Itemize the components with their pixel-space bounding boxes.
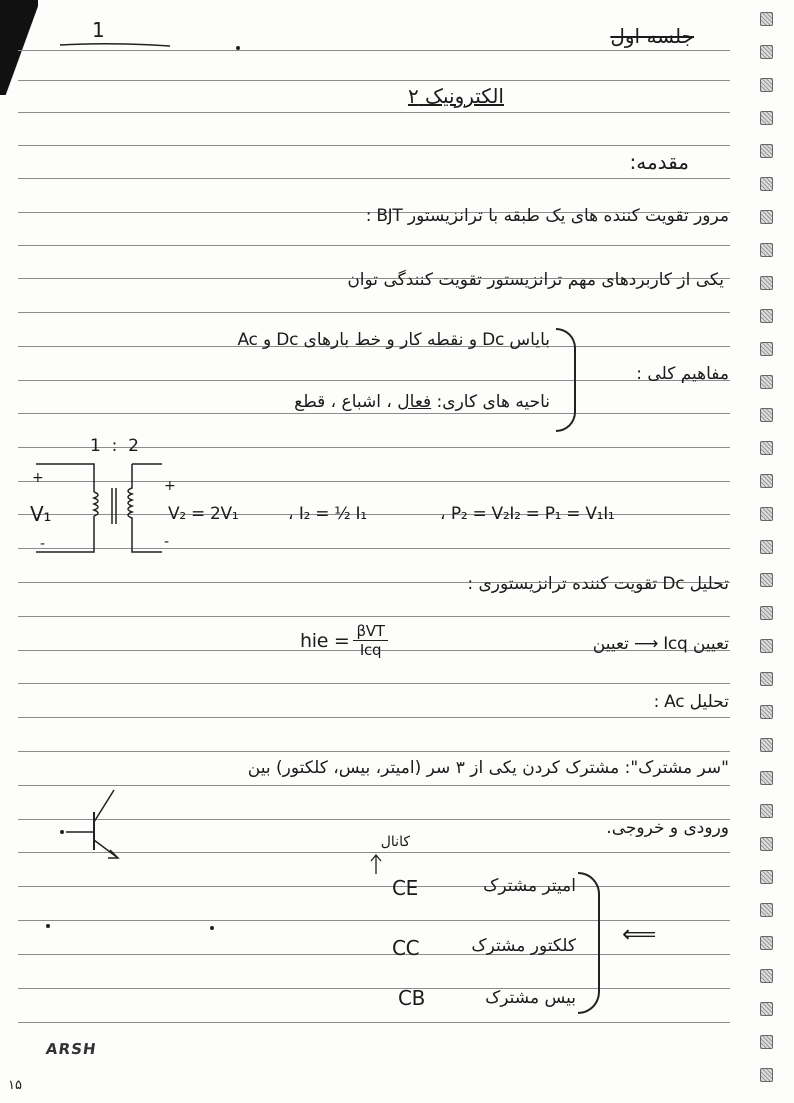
ruled-line (18, 380, 730, 381)
binding-hole (760, 969, 773, 983)
regions-line (294, 392, 550, 412)
equation-i2: ، I₂ = ½ I₁ (288, 504, 367, 524)
binding-hole (760, 606, 773, 620)
stray-dot (46, 924, 50, 928)
ac-analysis-line: تحلیل Ac : (653, 692, 729, 712)
binding-hole (760, 342, 773, 356)
binding-hole (760, 936, 773, 950)
equation-v2: V₂ = 2V₁ (168, 504, 239, 524)
ce-label: امیتر مشترک (483, 876, 576, 896)
binding-hole (760, 738, 773, 752)
configurations-brace (578, 872, 600, 1014)
icq-determine-line: تعیین Icq ⟶ تعیین (592, 634, 729, 654)
hie-denominator: Icq (359, 641, 382, 659)
corner-mark: ۱۵ (8, 1078, 22, 1093)
hie-formula (300, 622, 388, 659)
binding-hole (760, 210, 773, 224)
ruled-line (18, 245, 730, 246)
bjt-review-line: مرور تقویت کننده های یک طبقه با ترانزیستور BJT : (365, 206, 729, 226)
binding-hole (760, 375, 773, 389)
brand-logo: ARSH (44, 1040, 98, 1058)
minus-sign: - (40, 536, 46, 552)
dc-analysis-line: تحلیل Dc تقویت کننده ترانزیستوری : (467, 574, 729, 594)
hie-numerator: βVT (353, 622, 387, 641)
binding-hole (760, 771, 773, 785)
plus-sign: + (32, 470, 44, 486)
minus-sign: - (164, 534, 170, 550)
binding-hole (760, 111, 773, 125)
binding-hole (760, 507, 773, 521)
hie-fraction (353, 622, 387, 659)
ruled-line (18, 751, 730, 752)
double-arrow-left-icon: ⟸ (622, 920, 657, 948)
ruled-line (18, 954, 730, 955)
spiral-binding (756, 0, 778, 1103)
stray-dot (210, 926, 214, 930)
ruled-line (18, 1022, 730, 1023)
binding-hole (760, 1068, 773, 1082)
binding-hole (760, 276, 773, 290)
binding-hole (760, 639, 773, 653)
ruled-line (18, 50, 730, 51)
common-note: کانال (380, 834, 410, 850)
ruled-line (18, 616, 730, 617)
v1-label: V₁ (30, 502, 52, 526)
equation-power: ، P₂ = V₂I₂ = P₁ = V₁I₁ (440, 504, 615, 524)
transformer-ratio: 1 : 2 (90, 436, 139, 456)
binding-hole (760, 144, 773, 158)
concepts-brace (556, 328, 576, 432)
common-terminal-definition: "سر مشترک": مشترک کردن یکی از ۳ سر (امیتر، بیس، کلکتور) بین (247, 758, 729, 778)
cb-label: بیس مشترک (485, 988, 576, 1008)
input-output-line: ورودی و خروجی. (606, 818, 729, 838)
ruled-line (18, 112, 730, 113)
concepts-label: مفاهیم کلی : (636, 364, 729, 384)
ruled-line (18, 178, 730, 179)
binding-hole (760, 903, 773, 917)
ruled-line (18, 413, 730, 414)
ruled-line (18, 717, 730, 718)
region-active: فعال (397, 392, 432, 412)
regions-rest: ، اشباع ، قطع (294, 392, 392, 412)
ruled-line (18, 145, 730, 146)
binding-hole (760, 78, 773, 92)
arrow-up-icon (370, 852, 382, 874)
binding-hole (760, 870, 773, 884)
ruled-line (18, 683, 730, 684)
stray-dot (236, 46, 240, 50)
hie-lhs: hie = (300, 629, 350, 652)
binding-hole (760, 474, 773, 488)
binding-hole (760, 441, 773, 455)
cc-label: کلکتور مشترک (471, 936, 576, 956)
ruled-line (18, 80, 730, 81)
binding-hole (760, 1035, 773, 1049)
page-title: الکترونیک ۲ (407, 84, 504, 108)
binding-hole (760, 804, 773, 818)
binding-hole (760, 12, 773, 26)
page-number-underline (60, 42, 170, 48)
bias-line: بایاس Dc و نقطه کار و خط بارهای Dc و Ac (237, 330, 550, 350)
binding-hole (760, 243, 773, 257)
ce-abbrev: CE (392, 876, 419, 900)
transistor-symbol (60, 786, 130, 866)
plus-sign: + (164, 478, 176, 494)
binding-hole (760, 408, 773, 422)
transformer-diagram (36, 458, 166, 558)
cb-abbrev: CB (398, 986, 426, 1010)
binding-hole (760, 1002, 773, 1016)
cc-abbrev: CC (392, 936, 420, 960)
intro-heading: مقدمه: (629, 150, 689, 174)
binding-hole (760, 705, 773, 719)
binding-hole (760, 177, 773, 191)
binding-hole (760, 672, 773, 686)
binding-hole (760, 540, 773, 554)
regions-prefix: ناحیه های کاری: (436, 392, 550, 412)
page-number: 1 (92, 18, 105, 42)
binding-hole (760, 573, 773, 587)
binding-hole (760, 309, 773, 323)
ruled-line (18, 988, 730, 989)
session-heading: جلسه اول (610, 24, 694, 48)
ruled-line (18, 312, 730, 313)
binding-hole (760, 837, 773, 851)
power-application-line: یکی از کاربردهای مهم ترانزیستور تقویت کنندگی توان (347, 270, 724, 290)
binding-hole (760, 45, 773, 59)
ruled-line (18, 886, 730, 887)
